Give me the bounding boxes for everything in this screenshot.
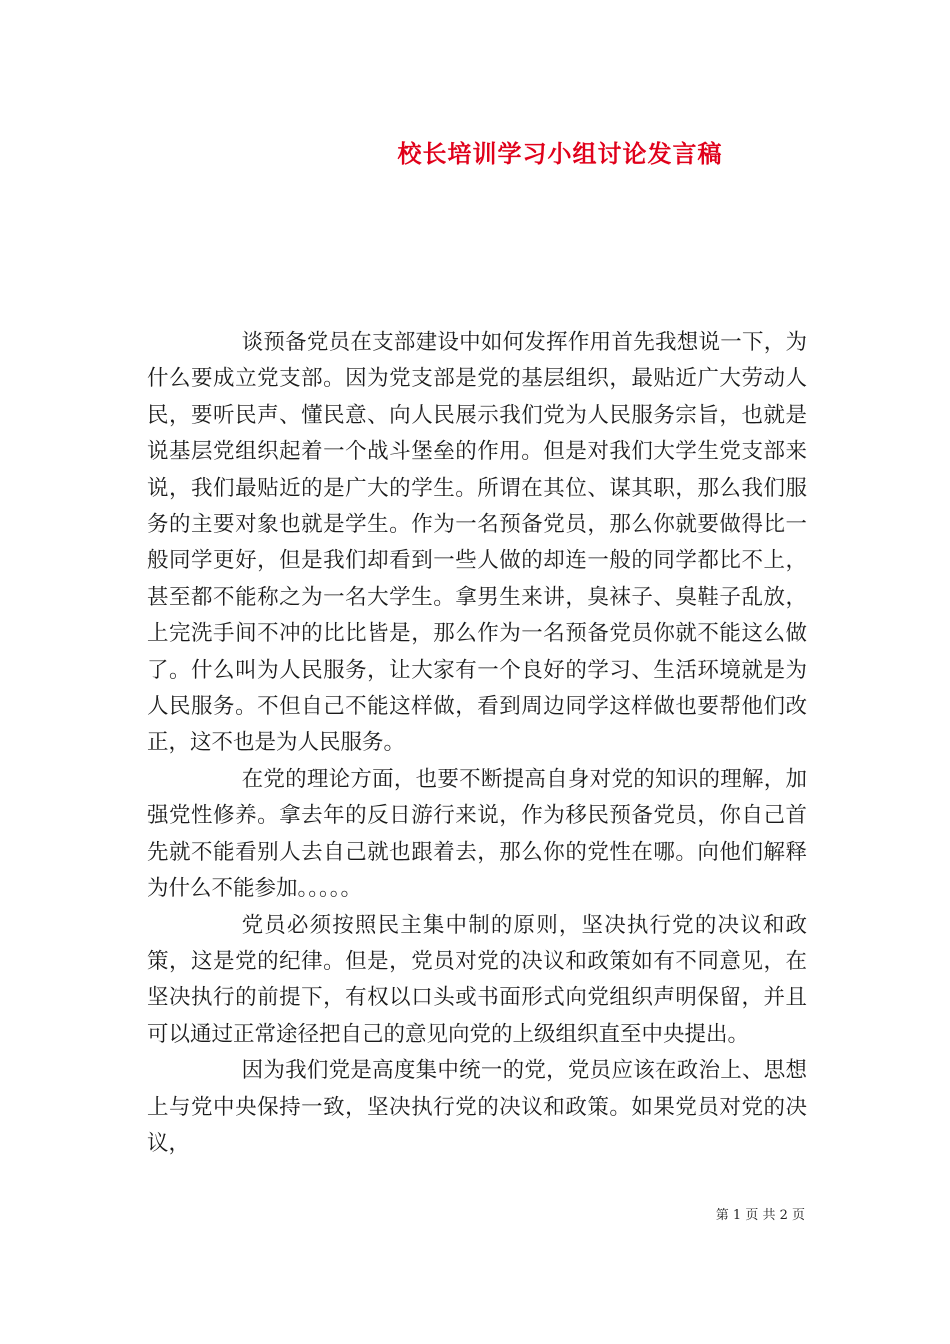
document-body	[147, 325, 807, 1162]
paragraph: 因为我们党是高度集中统一的党，党员应该在政治上、思想上与党中央保持一致，坚决执行党的决议和政策。如果党员对党的决议，	[147, 1058, 807, 1156]
paragraph: 谈预备党员在支部建设中如何发挥作用首先我想说一下，为什么要成立党支部。因为党支部是党的基层组织，最贴近广大劳动人民，要听民声、懂民意、向人民展示我们党为人民服务宗旨，也就是说基层党组织起着一个战斗堡垒的作用。但是对我们大学生党支部来说，我们最贴近的是广大的学生。所谓在其位、谋其职，那么我们服务的主要对象也就是学生。作为一名预备党员，那么你就要做得比一般同学更好，但是我们却看到一些人做的却连一般的同学都比不上，甚至都不能称之为一名大学生。拿男生来讲，臭袜子、臭鞋子乱放，上完洗手间不冲的比比皆是，那么作为一名预备党员你就不能这么做了。什么叫为人民服务，让大家有一个良好的学习、生活环境就是为人民服务。不但自己不能这样做，看到周边同学这样做也要帮他们改正，这不也是为人民服务。	[147, 330, 807, 756]
paragraph: 党员必须按照民主集中制的原则，坚决执行党的决议和政策，这是党的纪律。但是，党员对党的决议和政策如有不同意见，在坚决执行的前提下，有权以口头或书面形式向党组织声明保留，并且可以通过正常途径把自己的意见向党的上级组织直至中央提出。	[147, 912, 807, 1047]
paragraph: 在党的理论方面，也要不断提高自身对党的知识的理解，加强党性修养。拿去年的反日游行来说，作为移民预备党员，你自己首先就不能看别人去自己就也跟着去，那么你的党性在哪。向他们解释为什么不能参加。。。。。	[147, 766, 807, 902]
page-number-footer: 第 1 页 共 2 页	[715, 1208, 805, 1223]
document-title: 校长培训学习小组讨论发言稿	[397, 139, 723, 168]
